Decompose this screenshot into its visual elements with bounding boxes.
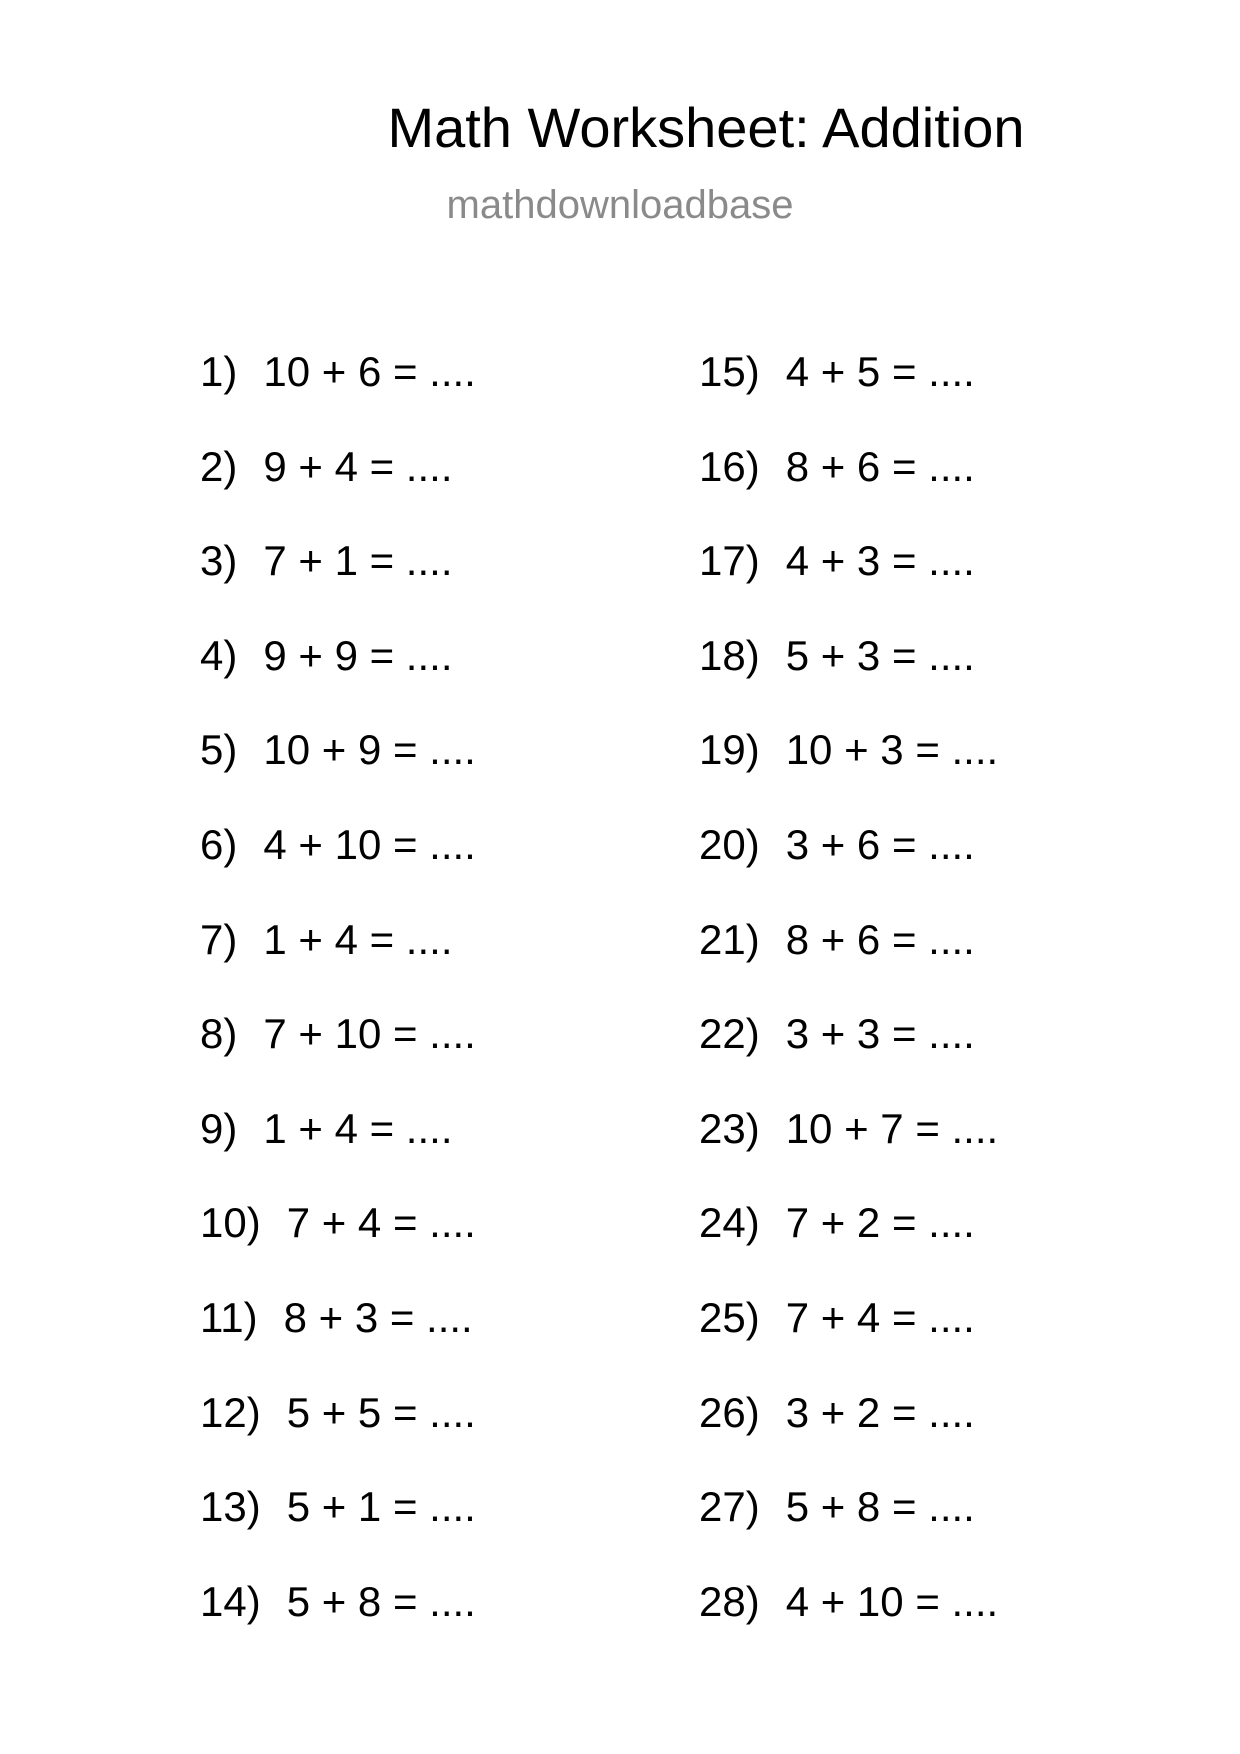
- problem-expression: 5 + 5 = ....: [286, 1388, 476, 1436]
- problem-expression: 9 + 9 = ....: [263, 631, 453, 679]
- problem-expression: 5 + 3 = ....: [785, 631, 975, 679]
- problem-number: 9): [200, 1104, 238, 1152]
- problem-item: [200, 1101, 476, 1196]
- problem-expression: 10 + 9 = ....: [263, 726, 476, 774]
- problem-item: [699, 1195, 998, 1290]
- problem-item: [200, 722, 476, 817]
- problem-item: [699, 912, 998, 1007]
- problem-expression: 4 + 3 = ....: [785, 537, 975, 585]
- problem-expression: 7 + 1 = ....: [263, 537, 453, 585]
- problem-number: 16): [699, 442, 760, 490]
- problem-expression: 10 + 6 = ....: [263, 348, 476, 395]
- problem-item: [200, 1006, 476, 1101]
- problem-item: [200, 439, 476, 534]
- problem-expression: 8 + 3 = ....: [283, 1293, 473, 1341]
- problem-column-right: [699, 344, 998, 1668]
- problem-column-left: [200, 344, 476, 1668]
- problem-number: 21): [699, 915, 760, 963]
- problem-expression: 9 + 4 = ....: [263, 442, 453, 490]
- problem-number: 3): [200, 537, 238, 585]
- worksheet-title: Math Worksheet: Addition: [387, 96, 1025, 159]
- problem-expression: 8 + 6 = ....: [785, 442, 975, 490]
- problem-item: [699, 1385, 998, 1480]
- problem-number: 24): [699, 1199, 760, 1247]
- problem-expression: 3 + 2 = ....: [785, 1388, 975, 1436]
- problem-number: 14): [200, 1577, 261, 1625]
- problem-item: [200, 1385, 476, 1480]
- problem-number: 11): [200, 1293, 258, 1341]
- problem-item: [699, 1101, 998, 1196]
- problem-expression: 7 + 4 = ....: [286, 1199, 476, 1247]
- problem-item: [200, 533, 476, 628]
- problem-number: 10): [200, 1199, 261, 1247]
- problem-number: 8): [200, 1010, 238, 1058]
- problem-expression: 5 + 1 = ....: [286, 1483, 476, 1531]
- problem-item: [200, 1290, 476, 1385]
- problem-item: [699, 344, 998, 439]
- problem-item: [699, 722, 998, 817]
- problem-number: 23): [699, 1104, 760, 1152]
- problem-number: 20): [699, 820, 760, 868]
- problem-item: [699, 628, 998, 723]
- problem-expression: 4 + 10 = ....: [263, 820, 476, 868]
- problem-expression: 10 + 7 = ....: [785, 1104, 999, 1152]
- problem-number: 12): [200, 1388, 261, 1436]
- problem-item: [699, 439, 998, 534]
- problem-number: 13): [200, 1483, 261, 1531]
- problem-number: 17): [699, 537, 760, 585]
- problem-expression: 1 + 4 = ....: [263, 915, 453, 963]
- problem-item: [200, 817, 476, 912]
- problem-number: 22): [699, 1010, 760, 1058]
- problem-number: 1): [200, 348, 238, 395]
- problem-item: [699, 1290, 998, 1385]
- problem-number: 25): [699, 1293, 760, 1341]
- problem-number: 15): [699, 348, 760, 395]
- problem-number: 26): [699, 1388, 760, 1436]
- problem-expression: 5 + 8 = ....: [785, 1483, 975, 1531]
- problem-expression: 7 + 4 = ....: [785, 1293, 975, 1341]
- problem-item: [699, 533, 998, 628]
- problem-expression: 3 + 6 = ....: [785, 820, 975, 868]
- problem-item: [699, 817, 998, 912]
- problem-expression: 4 + 5 = ....: [785, 348, 975, 395]
- problem-expression: 5 + 8 = ....: [286, 1577, 476, 1625]
- problem-number: 7): [200, 915, 238, 963]
- problem-number: 19): [699, 726, 760, 774]
- problem-number: 28): [699, 1577, 760, 1625]
- problem-item: [200, 1479, 476, 1574]
- problem-expression: 7 + 2 = ....: [785, 1199, 975, 1247]
- problem-item: [699, 1006, 998, 1101]
- problem-expression: 8 + 6 = ....: [785, 915, 975, 963]
- problem-item: [699, 1479, 998, 1574]
- problem-item: [699, 1574, 998, 1669]
- problem-item: [200, 1574, 476, 1669]
- problem-item: [200, 912, 476, 1007]
- problem-number: 2): [200, 442, 238, 490]
- problem-expression: 3 + 3 = ....: [785, 1010, 975, 1058]
- problem-number: 27): [699, 1483, 760, 1531]
- problem-number: 5): [200, 726, 238, 774]
- problem-number: 6): [200, 820, 238, 868]
- problem-item: [200, 628, 476, 723]
- problem-expression: 10 + 3 = ....: [785, 726, 999, 774]
- problem-number: 4): [200, 631, 238, 679]
- problem-number: 18): [699, 631, 760, 679]
- problem-expression: 1 + 4 = ....: [263, 1104, 453, 1152]
- problem-item: [200, 344, 476, 439]
- problem-expression: 4 + 10 = ....: [785, 1577, 999, 1625]
- problem-item: [200, 1195, 476, 1290]
- worksheet-subtitle: mathdownloadbase: [446, 183, 794, 227]
- problem-expression: 7 + 10 = ....: [263, 1010, 476, 1058]
